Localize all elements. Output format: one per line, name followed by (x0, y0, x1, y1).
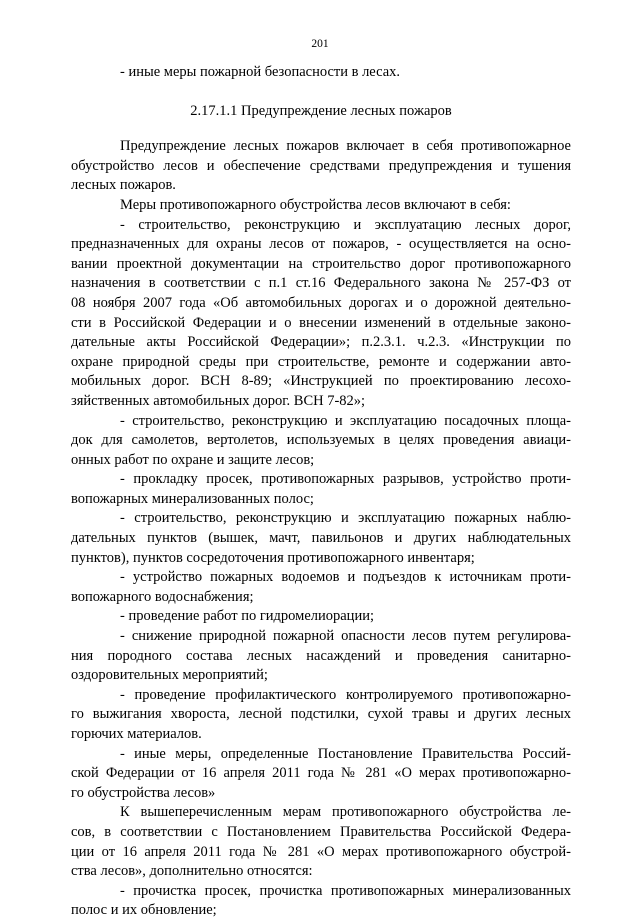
body-line: дательные акты Российской Федерации»; п.2.3.1. ч.2.3. «Инструкции по (71, 334, 571, 351)
body-line: - устройство пожарных водоемов и подъездов к источникам проти- (120, 569, 571, 586)
body-line: го обустройства лесов» (71, 784, 216, 801)
body-line: - иные меры, определенные Постановление Правительства Россий- (120, 745, 571, 762)
body-line: ства лесов», дополнительно относятся: (71, 863, 313, 880)
body-line: дательных пунктов (вышек, мачт, павильонов и других наблюдательных (71, 530, 571, 547)
body-line: пунктов), пунктов сосредоточения противопожарного инвентаря; (71, 549, 475, 566)
body-line: полос и их обновление; (71, 902, 217, 919)
body-line: ской Федерации от 16 апреля 2011 года № 281 «О мерах противопожарно- (71, 765, 571, 782)
body-line: зяйственных автомобильных дорог. ВСН 7-82»; (71, 392, 366, 409)
body-line: обустройство лесов и обеспечение средствами предупреждения и тушения (71, 157, 571, 174)
body-text (71, 137, 571, 921)
body-line: - прочистка просек, прочистка противопожарных минерализованных (120, 882, 571, 899)
body-line: го выжигания хвороста, лесной подстилки, сухой травы и других лесных (71, 706, 571, 723)
body-line: горючих материалов. (71, 726, 202, 742)
body-line: - строительство, реконструкцию и эксплуатацию лесных дорог, (120, 216, 571, 233)
body-line: ции от 16 апреля 2011 года № 281 «О мерах противопожарного обустрой- (71, 843, 571, 860)
text-block (71, 63, 571, 921)
body-line: мобильных дорог. ВСН 8-89; «Инструкцией по проектированию лесохо- (71, 373, 571, 390)
body-line: вопожарного водоснабжения; (71, 588, 254, 605)
body-line: - прокладку просек, противопожарных разрывов, устройство проти- (120, 471, 571, 488)
body-line: назначения в соответствии с п.1 ст.16 Федерального закона № 257-ФЗ от (71, 275, 571, 292)
body-line: сов, в соответствии с Постановлением Правительства Российской Федера- (71, 823, 571, 840)
body-line: Предупреждение лесных пожаров включает в себя противопожарное (120, 138, 571, 155)
section-heading: 2.17.1.1 Предупреждение лесных пожаров (190, 102, 452, 119)
body-line: К вышеперечисленным мерам противопожарного обустройства ле- (120, 804, 571, 821)
body-line: Меры противопожарного обустройства лесов включают в себя: (120, 196, 511, 213)
body-line: охране природной среды при строительстве, ремонте и содержании авто- (71, 353, 571, 370)
body-line: предназначенных для охраны лесов от пожаров, - осуществляется на осно- (71, 236, 571, 253)
body-line: - проведение работ по гидромелиорации; (120, 608, 374, 625)
page-number: 201 (311, 38, 329, 50)
body-line: лесных пожаров. (71, 177, 176, 194)
body-line: - проведение профилактического контролируемого противопожарно- (120, 686, 571, 703)
body-line: онных работ по охране и защите лесов; (71, 451, 315, 468)
body-line: вании проектной документации на строительство дорог противопожарного (71, 255, 571, 272)
body-line: ния породного состава лесных насаждений и проведения санитарно- (71, 647, 571, 664)
intro-line: - иные меры пожарной безопасности в лесах. (120, 64, 401, 80)
body-line: - снижение природной пожарной опасности лесов путем регулирова- (120, 628, 571, 645)
body-line: оздоровительных мероприятий; (71, 667, 268, 684)
body-line: док для самолетов, вертолетов, используемых в целях проведения авиаци- (71, 432, 571, 449)
body-line: сти в Российской Федерации и о внесении изменений в отдельные законо- (71, 314, 571, 331)
body-line: вопожарных минерализованных полос; (71, 490, 314, 507)
body-line: 08 ноября 2007 года «Об автомобильных дорогах и о дорожной деятельно- (71, 294, 571, 311)
body-line: - строительство, реконструкцию и эксплуатацию посадочных площа- (120, 412, 571, 429)
body-line: - строительство, реконструкцию и эксплуатацию пожарных наблю- (120, 510, 571, 527)
